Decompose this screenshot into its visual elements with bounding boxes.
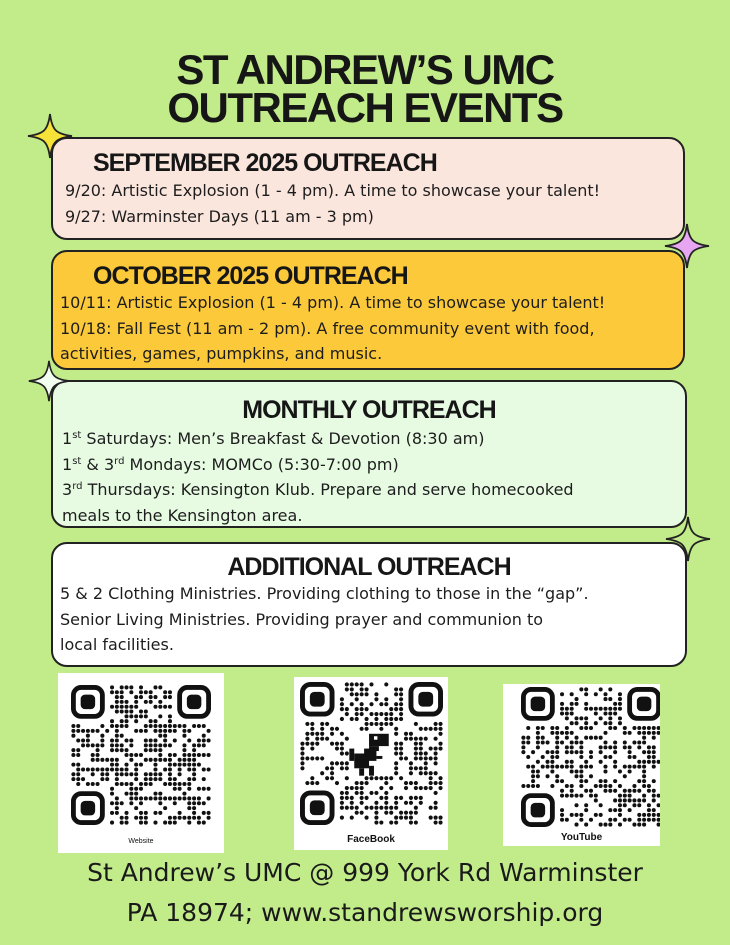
sparkle-star-outline-icon [664, 515, 712, 563]
qr-code-icon [58, 673, 224, 833]
october-heading: OCTOBER 2025 OUTREACH [93, 262, 408, 290]
additional-heading: ADDITIONAL OUTREACH [227, 553, 511, 581]
website-qr-caption: Website [128, 838, 154, 845]
qr-code-icon [294, 677, 448, 832]
sparkle-star-white-icon [27, 359, 71, 403]
sparkle-star-pink-icon [663, 222, 711, 270]
additional-item-1: 5 & 2 Clothing Ministries. Providing clothing to those in the “gap”. [60, 584, 589, 603]
september-event-2: 9/27: Warminster Days (11 am - 3 pm) [65, 206, 374, 226]
footer-website: PA 18974; www.standrewsworship.org [126, 898, 604, 927]
additional-outreach-card [51, 542, 687, 667]
monthly-item-1: 1st Saturdays: Men’s Breakfast & Devotion (8:30 am) [62, 429, 485, 448]
page-title-line-1: ST ANDREW’S UMC [176, 46, 554, 93]
additional-item-2: Senior Living Ministries. Providing prayer and communion to [60, 609, 544, 629]
monthly-item-3: 3rd Thursdays: Kensington Klub. Prepare and serve homecooked [62, 480, 574, 499]
monthly-item-3-continued: meals to the Kensington area. [62, 505, 303, 525]
october-event-1: 10/11: Artistic Explosion (1 - 4 pm). A time to showcase your talent! [60, 293, 606, 312]
youtube-qr-code[interactable] [503, 684, 660, 846]
october-outreach-card [51, 250, 685, 370]
website-qr-code[interactable] [58, 673, 224, 853]
footer-address: St Andrew’s UMC @ 999 York Rd Warminster [87, 858, 643, 887]
page-title-line-2: OUTREACH EVENTS [167, 84, 563, 131]
additional-item-2-continued: local facilities. [60, 635, 174, 654]
october-event-2-continued: activities, games, pumpkins, and music. [60, 344, 383, 363]
september-event-1: 9/20: Artistic Explosion (1 - 4 pm). A time to showcase your talent! [65, 181, 601, 200]
facebook-qr-caption: FaceBook [347, 834, 395, 845]
monthly-heading: MONTHLY OUTREACH [242, 396, 496, 424]
sparkle-star-yellow-icon [26, 112, 74, 160]
youtube-qr-caption: YouTube [560, 832, 603, 843]
qr-code-icon [503, 684, 660, 830]
september-heading: SEPTEMBER 2025 OUTREACH [93, 149, 437, 177]
monthly-item-2: 1st & 3rd Mondays: MOMCo (5:30-7:00 pm) [62, 454, 399, 474]
september-outreach-card [51, 137, 685, 240]
monthly-outreach-card [51, 380, 687, 528]
october-event-2: 10/18: Fall Fest (11 am - 2 pm). A free community event with food, [60, 318, 595, 338]
facebook-qr-code[interactable] [294, 677, 448, 850]
